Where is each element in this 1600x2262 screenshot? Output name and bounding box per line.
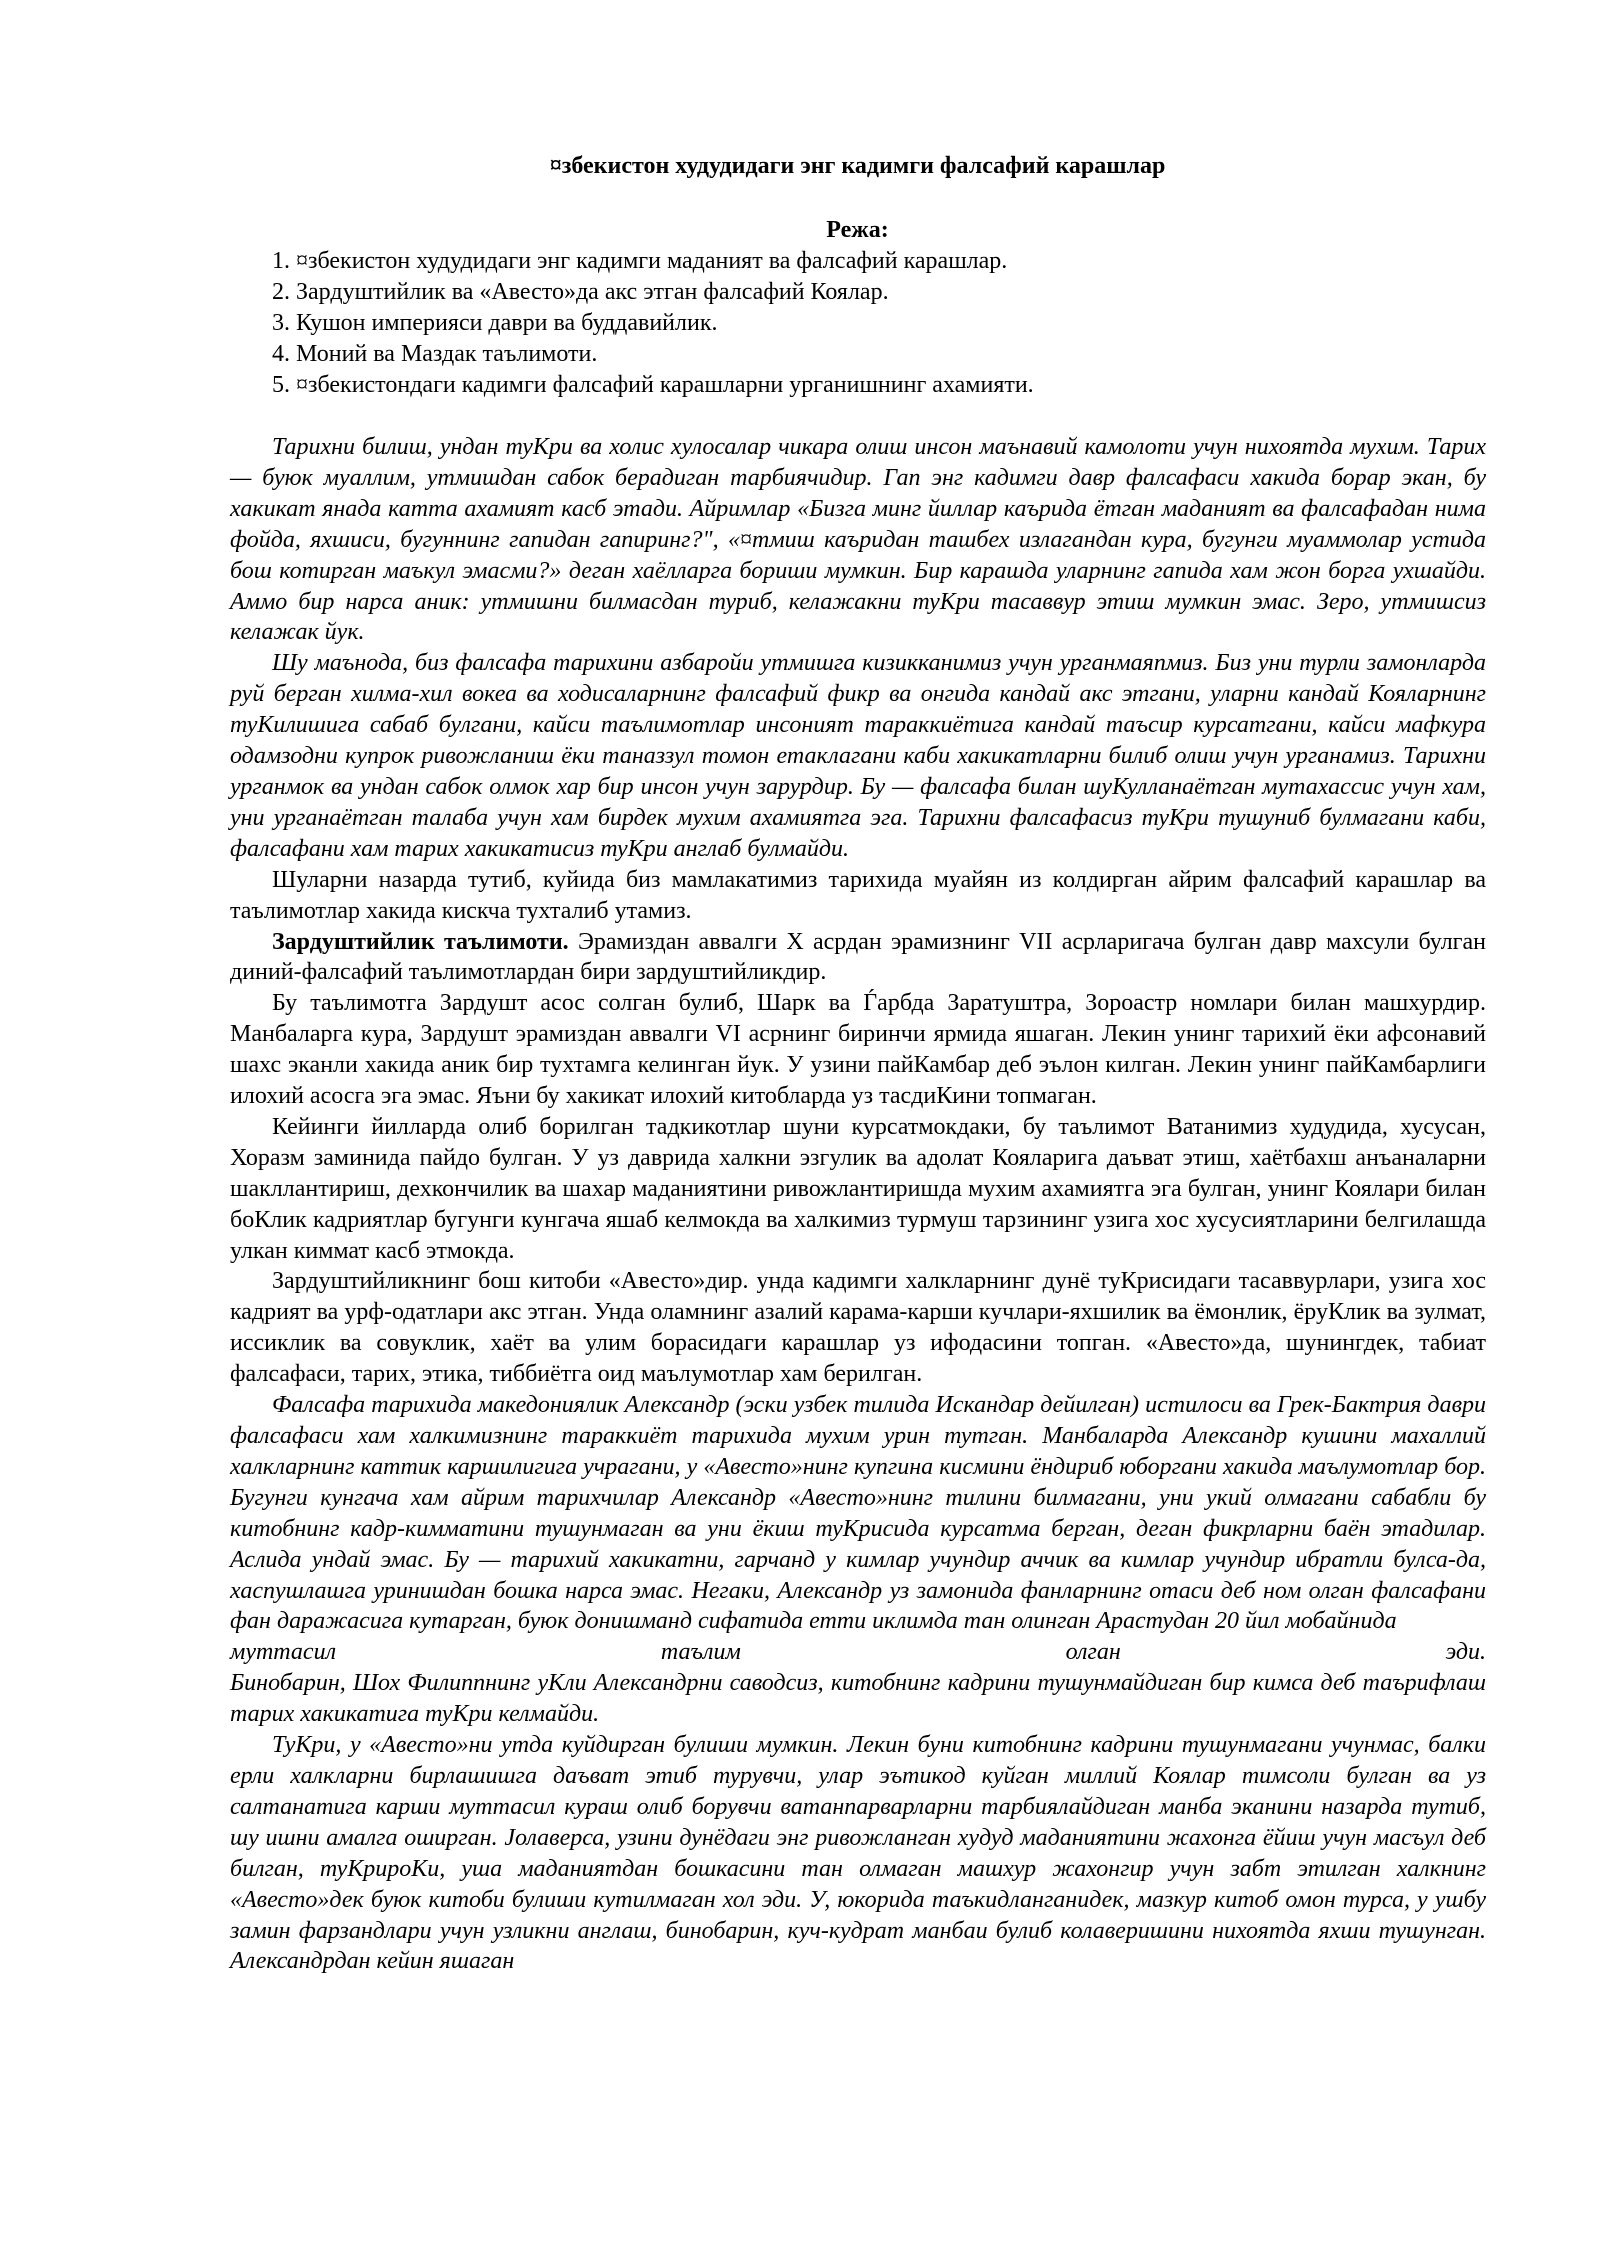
plan-item: 1. ¤збекистон худудидаги энг кадимги маданият ва фалсафий карашлар. — [272, 248, 1008, 274]
spread-word: эди. — [1445, 1639, 1486, 1666]
paragraph: ТуКри, у «Авесто»ни утда куйдирган булиши мумкин. Лекин буни китобнинг кадрини тушунмагани учунмас, балки ерли халкларни бирлашишга даъват этиб турувчи, улар эътикод куйган миллий Коялар тимсоли булган ва уз салтанатига карши муттасил кураш олиб борувчи ватанпарварларни тарбиялайдиган манба эканини назарда тутиб, шу ишни амалга оширган. Јолаверса, узини дунёдаги энг ривожланган худуд маданиятини жахонга ёйиш учун масъул деб билган, туКрироКи, уша маданиятдан бошкасини тан олмаган машхур жахонгир учун забт этилган халкнинг «Авесто»дек буюк китоби булиши кутилмаган хол эди. У, юкорида таъкидланганидек, мазкур китоб омон турса, у ушбу замин фарзандлари учун узликни англаш, бинобарин, куч-кудрат манбаи булиб колаверишини нихоятда яхши тушунган. Александрдан кейин яшаган — [230, 1732, 1486, 1975]
plan-item: 4. Моний ва Маздак таълимоти. — [272, 341, 598, 367]
section-heading: Зардуштийлик таълимоти. — [272, 928, 569, 955]
plan-item: 2. Зардуштийлик ва «Авесто»да акс этган фалсафий Коялар. — [272, 279, 889, 305]
paragraph: Тарихни билиш, ундан туКри ва холис хулосалар чикара олиш инсон маънавий камолоти учун нихоятда мухим. Тарих — буюк муаллим, утмишдан сабок берадиган тарбиячидир. Гап энг кадимги давр фалсафаси хакида борар экан, бу хакикат янада катта ахамият касб этади. Айримлар «Бизга минг йиллар каърида ётган маданият ва фалсафадан нима фойда, яхшиси, бугуннинг гапидан гапиринг?", «¤тмиш каъридан ташбех излагандан кура, бугунги муаммолар устида бош котирган маъкул эмасми?» деган хаёлларга бориши мумкин. Бир карашда уларнинг гапида хам жон борга ухшайди. Аммо бир нарса аник: утмишни билмасдан туриб, келажакни туКри тасаввур этиш мумкин эмас. Зеро, утмишсиз келажак йук. — [230, 434, 1486, 646]
paragraph: Шу маънода, биз фалсафа тарихини азбаройи утмишга кизикканимиз учун урганмаяпмиз. Биз уни турли замонларда руй берган хилма-хил вокеа ва ходисаларнинг фалсафий фикр ва онгида кандай акс этгани, уларни кандай Кояларнинг туКилишига сабаб булгани, кайси таълимотлар инсоният тараккиётига кандай таъсир курсатгани, кайси мафкура одамзодни купрок ривожланиш ёки таназзул томон етаклагани каби хакикатларни билиб олиш учун урганамиз. Тарихни урганмок ва ундан сабок олмок хар бир инсон учун зарурдир. Бу — фалсафа билан шуКулланаётган мутахассис учун хам, уни урганаётган талаба учун хам бирдек мухим ахамиятга эга. Тарихни фалсафасиз туКри тушуниб булмагани каби, фалсафани хам тарих хакикатисиз туКри англаб булмайди. — [230, 650, 1486, 862]
spread-word: таълим — [660, 1639, 741, 1666]
paragraph: Кейинги йилларда олиб борилган тадкикотлар шуни курсатмокдаки, бу таълимот Ватанимиз худудида, хусусан, Хоразм заминида пайдо булган. У уз даврида халкни эзгулик ва адолат Кояларига даъват этиш, хаётбахш анъаналарни шакллантириш, дехкончилик ва шахар маданиятини ривожлантиришда мухим ахамиятга эга булган, унинг Коялари билан боКлик кадриятлар бугунги кунгача яшаб келмокда ва халкимиз турмуш тарзининг узига хос хусусиятларини белгилашда улкан киммат касб этмокда. — [230, 1113, 1486, 1264]
plan-list — [272, 246, 1472, 401]
paragraph: Бу таълимотга Зардушт асос солган булиб, Шарк ва Ѓарбда Заратуштра, Зороастр номлари билан машхурдир. Манбаларга кура, Зардушт эрамиздан аввалги VI асрнинг биринчи ярмида яшаган. Лекин унинг тарихий ёки афсонавий шахс эканли хакида аник бир тухтамга келинган йук. У узини пайКамбар деб эълон килган. Лекин унинг пайКамбарлиги илохий асосга эга эмас. Яъни бу хакикат илохий китобларда уз тасдиКини топмаган. — [230, 990, 1486, 1110]
paragraph — [230, 927, 1486, 989]
plan-item: 3. Кушон империяси даври ва буддавийлик. — [272, 310, 718, 336]
document-title: ¤збекистон худудидаги энг кадимги фалсафий карашлар — [549, 153, 1166, 179]
spread-word: олган — [1065, 1639, 1121, 1666]
spread-line — [230, 1637, 1486, 1668]
paragraph: Зардуштийликнинг бош китоби «Авесто»дир. унда кадимги халкларнинг дунё туКрисидаги тасаввурлари, узига хос кадрият ва урф-одатлари акс этган. Унда оламнинг азалий карама-карши кучлари-яхшилик ва ёмонлик, ёруКлик ва зулмат, иссиклик ва совуклик, хаёт ва улим борасидаги карашлар уз ифодасини топган. «Авесто»да, шунингдек, табиат фалсафаси, тарих, этика, тиббиётга оид маълумотлар хам берилган. — [230, 1268, 1486, 1388]
spread-word: муттасил — [230, 1639, 337, 1666]
paragraph-text: Эрамиздан аввалги X асрдан эрамизнинг VII асрларигача булган давр махсули булган диний-фалсафий таълимотлардан бири зардуштийликдир. — [230, 928, 1487, 986]
paragraph: Фалсафа тарихида македониялик Александр (эски узбек тилида Искандар дейилган) истилоси ва Грек-Бактрия даври фалсафаси хам халкимизнинг тараккиёт тарихида мухим урин тутган. Манбаларда Александр кушини махаллий халкларнинг каттик каршилигига учрагани, у «Авесто»нинг купгина кисмини ёндириб юборгани хакида маълумотлар бор. Бугунги кунгача хам айрим тарихчилар Александр «Авесто»нинг тилини билмагани, уни укий олмагани сабабли бу китобнинг кадр-кимматини тушунмаган ва уни ёкиш туКрисида курсатма берган, деган фикрларни баён этадилар. Аслида ундай эмас. Бу — тарихий хакикатни, гарчанд у кимлар учундир аччик ва кимлар учундир ибратли булса-да, хаспушлашга уринишдан бошка нарса эмас. Негаки, Александр уз замонида фанларнинг отаси деб ном олган фалсафани фан даражасига кутарган, буюк донишманд сифатида етти иклимда тан олинган Арастудан 20 йил мобайнида — [230, 1392, 1486, 1635]
plan-item: 5. ¤збекистондаги кадимги фалсафий карашларни урганишнинг ахамияти. — [272, 372, 1034, 398]
paragraph: Шуларни назарда тутиб, куйида биз мамлакатимиз тарихида муайян из колдирган айрим фалсафий карашлар ва таълимотлар хакида кискча тухталиб утамиз. — [230, 866, 1486, 924]
paragraph: Бинобарин, Шох Филиппнинг уКли Александрни саводсиз, китобнинг кадрини тушунмайдиган бир кимса деб таърифлаш тарих хакикатига туКри келмайди. — [230, 1670, 1486, 1728]
plan-heading: Режа: — [826, 217, 889, 243]
document-body — [230, 432, 1486, 1977]
